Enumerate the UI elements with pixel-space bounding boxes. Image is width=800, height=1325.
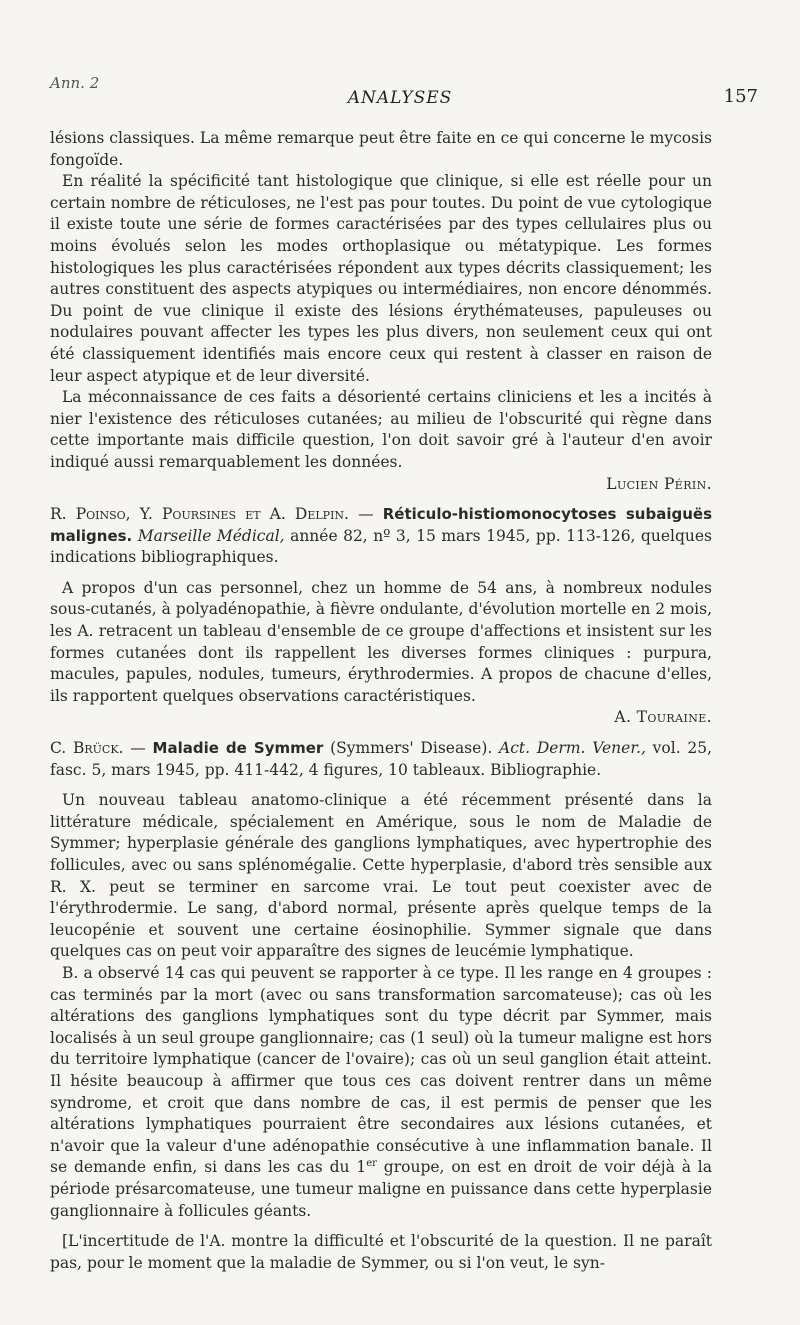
entry3-paragraph-2-text-a: B. a observé 14 cas qui peuvent se rapporter à ce type. Il les range en 4 groupes : cas terminés par la mort (avec ou sans transformation sarcomateuse); cas où les altérations des ganglions lymphatiques sont du type décrit par Symmer, mais localisés à un seul groupe ganglionnaire; cas (1 seul) où la tumeur maligne est hors du territoire lymphatique (cancer de l'ovaire); cas où un seul ganglion était atteint. Il hésite beaucoup à affirmer que tous ces cas doivent rentrer dans un même syndrome, et croit que dans nombre de cas, il est permis de penser que les altérations lymphatiques pourraient être secondaires aux lésions cutanées, et n'avoir que la valeur d'une adénopathie consécutive à une inflammation banale. Il se demande enfin, si dans les cas du 1	[50, 963, 712, 1177]
section-title: ANALYSES	[347, 88, 453, 108]
entry2-authors: R. Poinso, Y. Poursines et A. Delpin.	[50, 505, 349, 524]
entry3-paragraph-3: [L'incertitude de l'A. montre la difficulté et l'obscurité de la question. Il ne paraît pas, pour le moment que la maladie de Symmer, ou si l'on veut, le syn-	[50, 1232, 712, 1272]
entry3-title: Maladie de Symmer	[152, 739, 324, 758]
review1-paragraph-3: La méconnaissance de ces faits a désorienté certains cliniciens et les a incités à nier l'existence des réticuloses cutanées; au milieu de l'obscurité qui règne dans cette importante mais difficile question, l'on doit savoir gré à l'auteur d'en avoir indiqué aussi remarquablement les données.	[50, 388, 712, 471]
entry3-paragraph-2	[50, 963, 712, 1222]
review1-paragraph-2: En réalité la spécificité tant histologique que clinique, si elle est réelle pour un certain nombre de réticuloses, ne l'est pas pour toutes. Du point de vue cytologique il existe toute une série de formes caractérisées par des types cellulaires plus ou moins évolués selon les modes orthoplasique ou métatypique. Les formes histologiques les plus caractérisées répondent aux types décrits classiquement; les autres constituent des aspects atypiques ou intermédiaires, non encore dénommés. Du point de vue clinique il existe des lésions érythémateuses, papuleuses ou nodulaires pouvant affecter les types les plus divers, non seulement ceux qui ont été classiquement identifiés mais encore ceux qui restent à classer en raison de leur aspect atypique et de leur diversité.	[50, 172, 712, 385]
entry3-paragraph-2-text-b: groupe, on est en droit de voir déjà à la période présarcomateuse, une tumeur maligne en puissance dans cette hyperplasie ganglionnaire à follicules géants.	[50, 1158, 713, 1220]
entry3-authors: C. Brück.	[50, 739, 124, 758]
entry2-paragraph-1: A propos d'un cas personnel, chez un homme de 54 ans, à nombreux nodules sous-cutanés, à polyadénopathie, à fièvre ondulante, d'évolution mortelle en 2 mois, les A. retracent un tableau d'ensemble de ce groupe d'affections et insistent sur les formes cutanées dont ils rappellent les diverses formes cliniques : purpura, macules, papules, nodules, tumeurs, érythrodermies. A propos de chacune d'elles, ils rapportent quelques observations caractéristiques.	[50, 578, 712, 705]
entry3-paragraph-1: Un nouveau tableau anatomo-clinique a été récemment présenté dans la littérature médicale, spécialement en Amérique, sous le nom de Maladie de Symmer; hyperplasie générale des ganglions lymphatiques, avec hypertrophie des follicules, avec ou sans splénomégalie. Cette hyperplasie, d'abord très sensible aux R. X. peut se terminer en sarcome vrai. Le tout peut coexister avec de l'érythrodermie. Le sang, d'abord normal, présente après quelque temps de la leucopénie et souvent une certaine éosinophilie. Symmer signale que dans quelques cas on peut voir apparaître des signes de leucémie lymphatique.	[50, 791, 712, 961]
running-head	[40, 74, 760, 114]
entry3-title-paren: (Symmers' Disease).	[323, 739, 493, 758]
entry3-citation-details: vol. 25, fasc. 5, mars 1945, pp. 411-442, 4 figures, 10 tableaux. Bibliographie.	[50, 739, 713, 779]
entry2-title: Réticulo-histiomonocytoses subaiguës malignes.	[50, 505, 712, 545]
page-body	[50, 128, 712, 1274]
entry3-journal: Act. Derm. Vener.,	[492, 739, 646, 758]
entry3-paragraph-2-superscript: er	[366, 1158, 377, 1170]
entry2-dash: —	[348, 505, 383, 524]
entry2-signature: A. Touraine.	[614, 708, 712, 727]
entry2-journal: Marseille Médical,	[137, 526, 285, 545]
annotation-left: Ann. 2	[50, 74, 100, 92]
entry2-citation	[50, 504, 712, 569]
entry2-citation-details: année 82, nº 3, 15 mars 1945, pp. 113-126, quelques indications bibliographiques.	[50, 526, 713, 567]
review1-signature: Lucien Périn.	[606, 474, 712, 493]
page-number: 157	[723, 86, 758, 107]
review1-paragraph-1: lésions classiques. La même remarque peut être faite en ce qui concerne le mycosis fongoïde.	[50, 129, 712, 169]
entry3-citation	[50, 738, 712, 781]
entry3-dash: —	[123, 739, 153, 758]
